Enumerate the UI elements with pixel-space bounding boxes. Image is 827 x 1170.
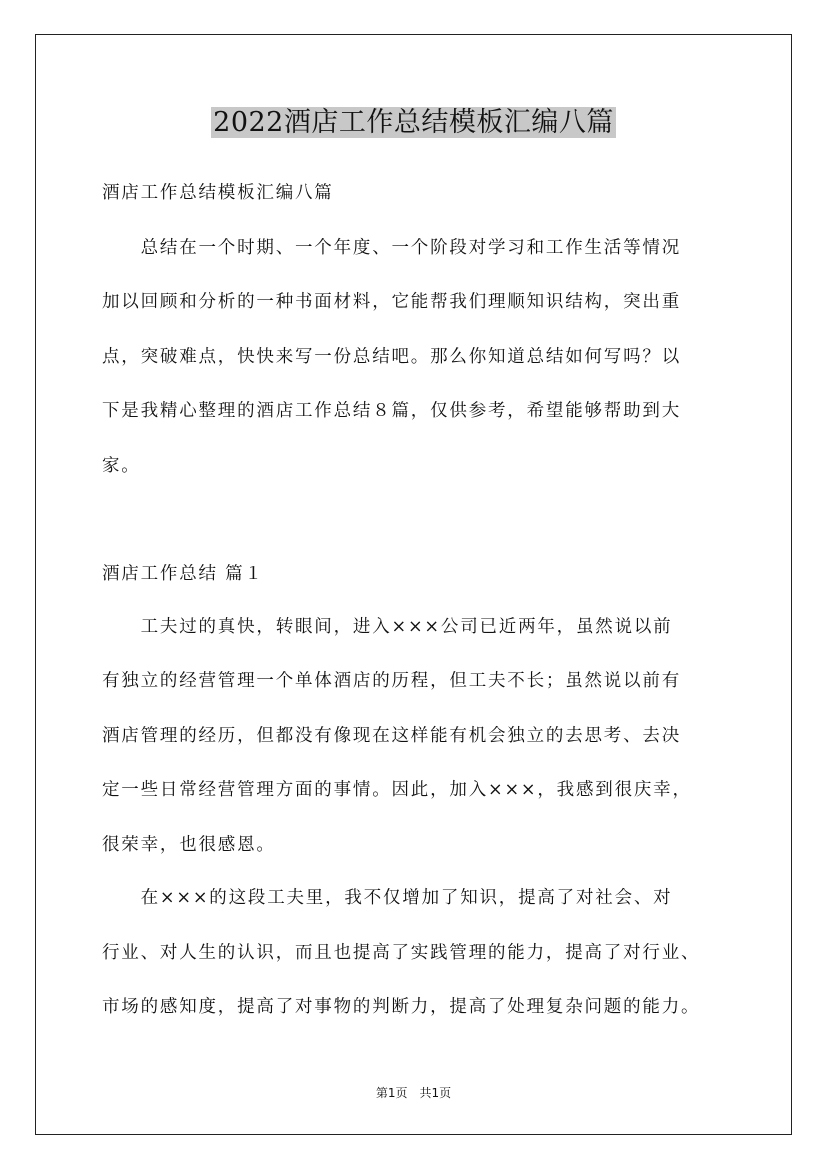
text-line: 总结在一个时期、一个年度、一个阶段对学习和工作生活等情况 — [102, 238, 681, 258]
document-title-wrap — [0, 103, 827, 143]
text-line: 很荣幸，也很感恩。 — [102, 835, 276, 855]
section-heading: 酒店工作总结 篇１ — [102, 564, 264, 584]
text-line: 行业、对人生的认识，而且也提高了实践管理的能力，提高了对行业、 — [102, 943, 701, 963]
text-line: 家。 — [102, 456, 141, 476]
text-line: 工夫过的真快，转眼间，进入×××公司已近两年，虽然说以前 — [102, 617, 673, 637]
text-line: 定一些日常经营管理方面的事情。因此，加入×××，我感到很庆幸， — [102, 780, 692, 800]
text-line: 有独立的经营管理一个单体酒店的历程，但工夫不长；虽然说以前有 — [102, 671, 681, 691]
text-line: 酒店管理的经历，但都没有像现在这样能有机会独立的去思考、去决 — [102, 726, 681, 746]
text-line: 在×××的这段工夫里，我不仅增加了知识，提高了对社会、对 — [102, 888, 673, 908]
text-line: 下是我精心整理的酒店工作总结８篇，仅供参考，希望能够帮助到大 — [102, 401, 681, 421]
text-line: 加以回顾和分析的一种书面材料，它能帮我们理顺知识结构，突出重 — [102, 292, 681, 312]
text-line: 点，突破难点，快快来写一份总结吧。那么你知道总结如何写吗？以 — [102, 347, 681, 367]
document-title: 2022酒店工作总结模板汇编八篇 — [213, 107, 614, 138]
page-footer: 第1页 共1页 — [375, 1086, 452, 1100]
subtitle: 酒店工作总结模板汇编八篇 — [102, 183, 334, 203]
text-line: 市场的感知度，提高了对事物的判断力，提高了处理复杂问题的能力。 — [102, 997, 701, 1017]
